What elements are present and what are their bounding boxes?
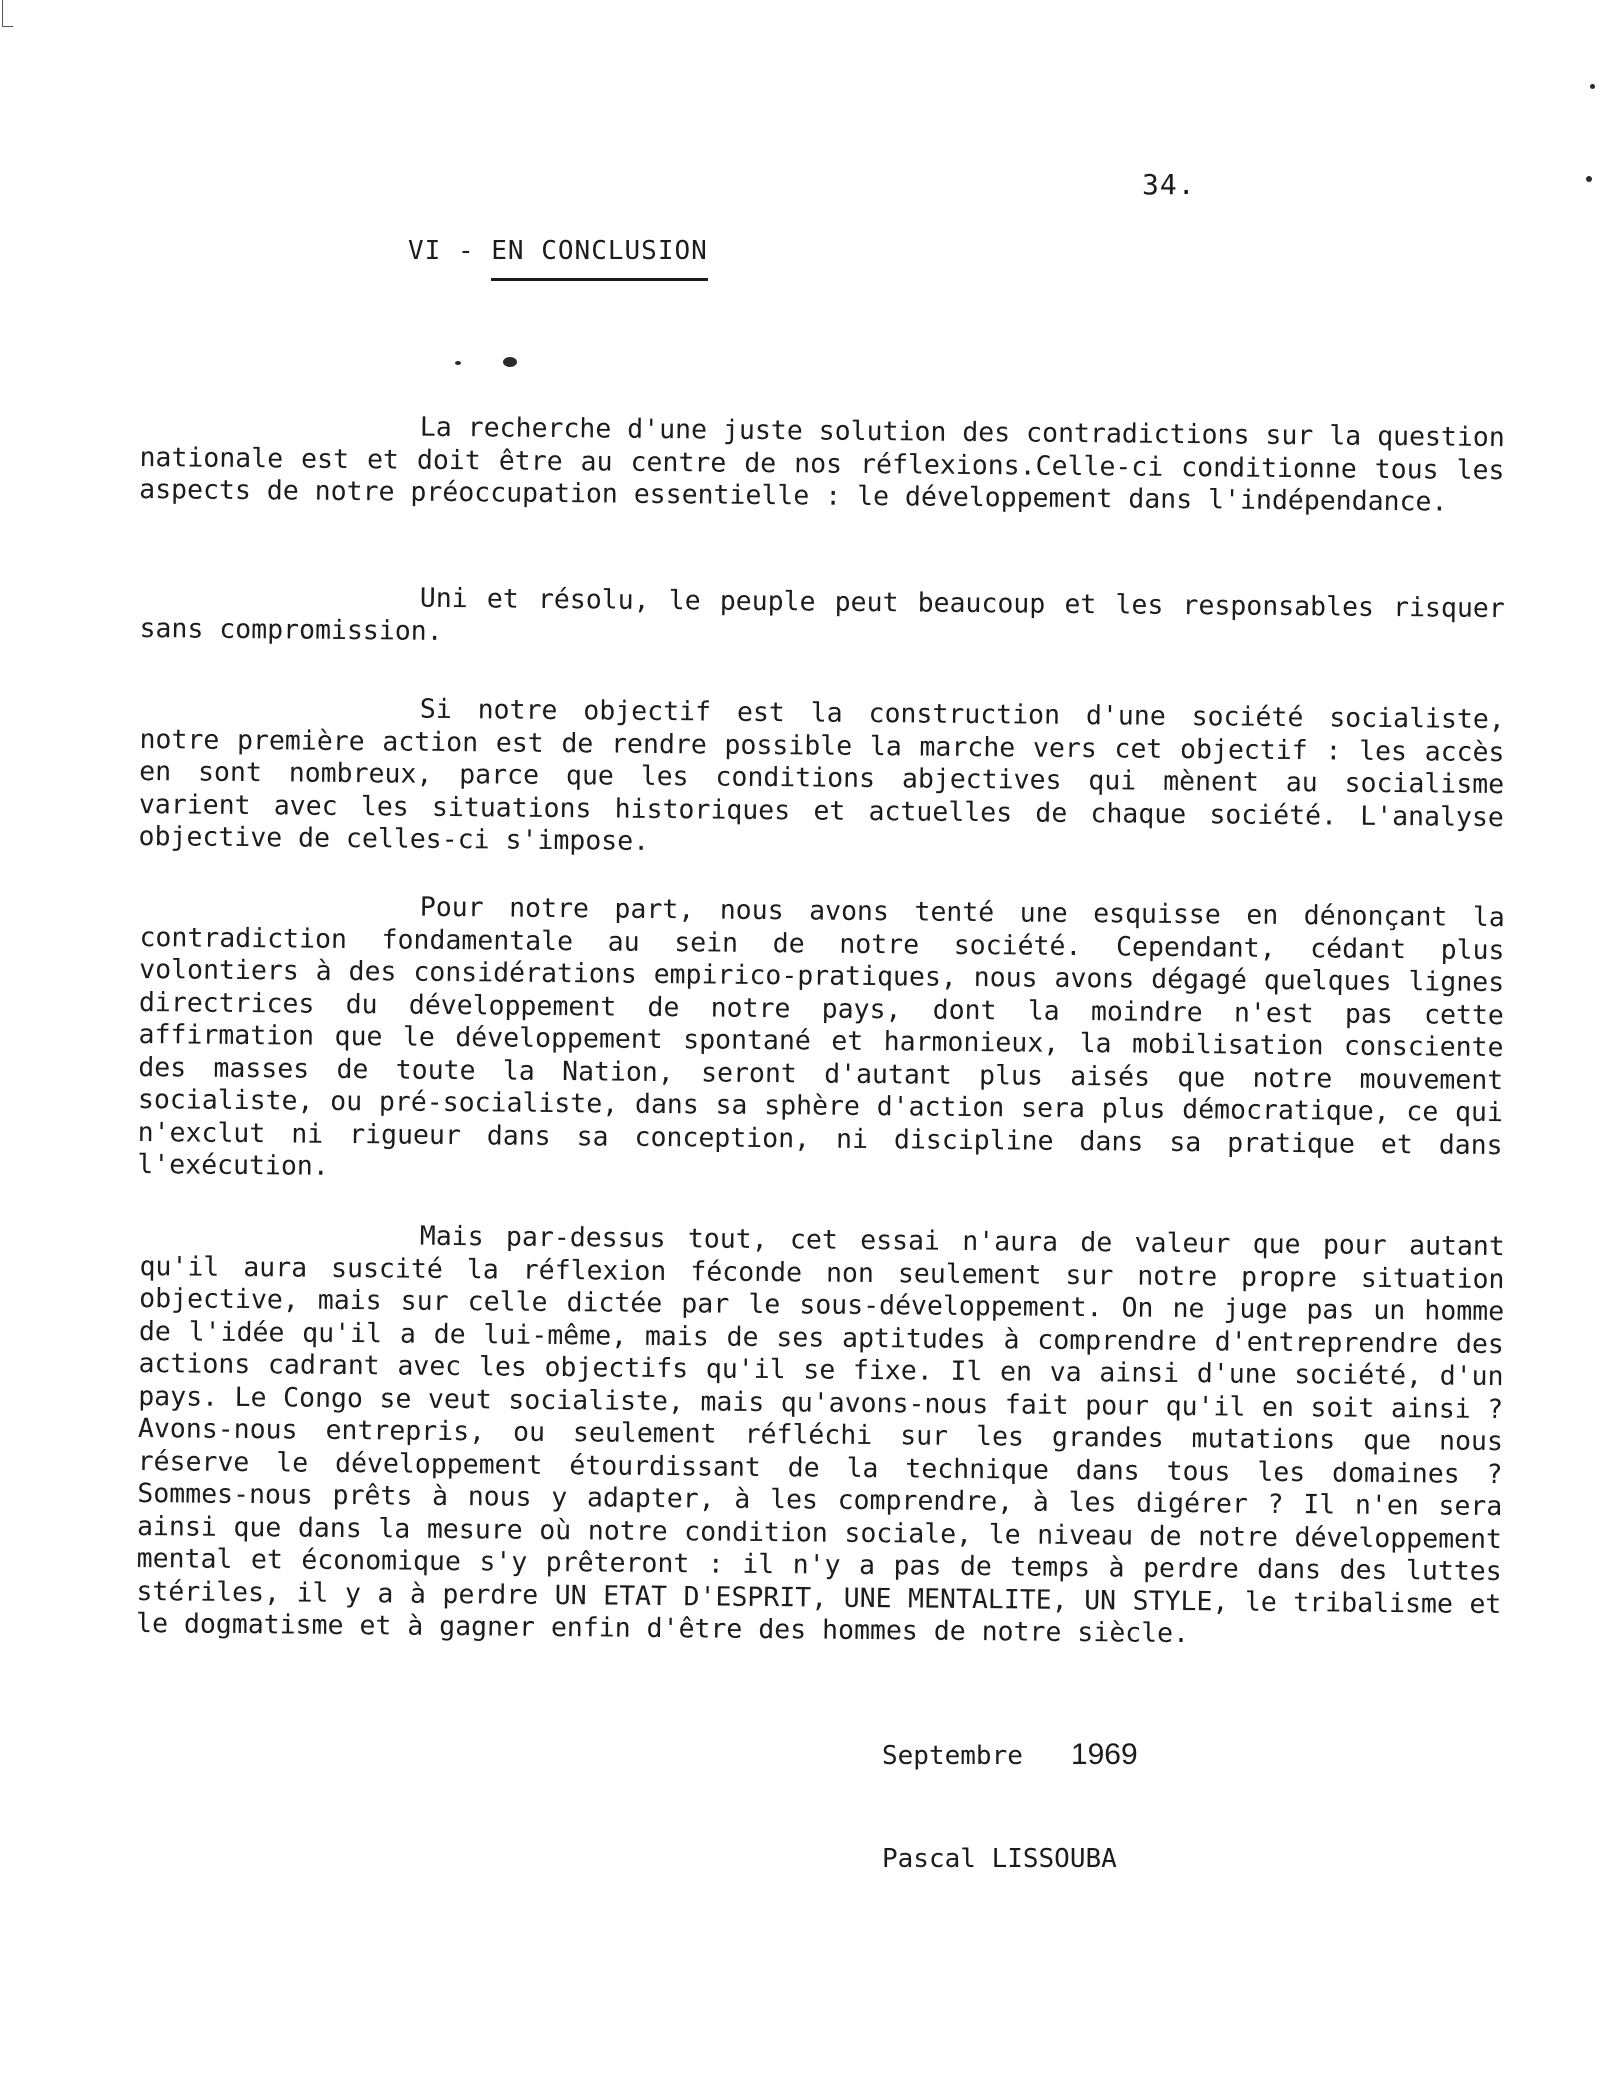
date-month: Septembre <box>882 1741 1023 1771</box>
date-year: 1969 <box>1070 1738 1138 1771</box>
ink-speck <box>1586 176 1592 182</box>
section-heading-title: EN CONCLUSION <box>491 236 708 281</box>
paragraph-5: Mais par-dessus tout, cet essai n'aura de valeur que pour autant qu'il aura suscité la réflexion féconde non seulement sur notre propre situation objective, mais sur celle dictée par le sous-développement. On ne juge pas un homme de l'idée qu'il a de lui-même, mais de ses aptitudes à comprendre d'entreprendre des actions cadrant avec les objectifs qu'il se fixe. Il en va ainsi d'une société, d'un pays. Le Congo se veut socialiste, mais qu'avons-nous fait pour qu'il en soit ainsi ? Avons-nous entrepris, ou seulement réfléchi sur les grandes mutations que nous réserve le développement étourdissant de la technique dans tous les domaines ? Sommes-nous prêts à nous y adapter, à les comprendre, à les digérer ? Il n'en sera ainsi que dans la mesure où notre condition sociale, le niveau de notre développement mental et économique s'y prêteront : il n'y a pas de temps à perdre dans des luttes stériles, il y a à perdre UN ETAT D'ESPRIT, UNE MENTALITE, UN STYLE, le tribalisme et le dogmatisme et à gagner enfin d'être des hommes de notre siècle. <box>135 1220 1505 1649</box>
ink-speck <box>1590 84 1595 89</box>
paragraph-1: La recherche d'une juste solution des contradictions sur la question nationale est et doit être au centre de nos réflexions.Celle-ci conditionne tous les aspects de notre préoccupation essentielle : le développement dans l'indépendance. <box>139 411 1505 518</box>
paragraph-2: Uni et résolu, le peuple peut beaucoup et les responsables risquer sans compromission. <box>139 582 1505 646</box>
paragraph-3: Si notre objectif est la construction d'une société socialiste, notre première action est de rendre possible la marche vers cet objectif : les accès en sont nombreux, parce que les conditions abjectives qui mènent au socialisme varient avec les situations historiques et actuelles de chaque société. L'analyse objective de celles-ci s'impose. <box>138 693 1505 857</box>
paragraph-4: Pour notre part, nous avons tenté une esquisse en dénonçant la contradiction fondamentale au sein de notre société. Cependant, cédant plus volontiers à des considérations empirico-pratiques, nous avons dégagé quelques lignes directrices du développement de notre pays, dont la moindre n'est pas cette affirmation que le développement spontané et harmonieux, la mobilisation consciente des masses de toute la Nation, seront d'autant plus aisés que notre mouvement socialiste, ou pré-socialiste, dans sa sphère d'action sera plus démocratique, ce qui n'exclut ni rigueur dans sa conception, ni discipline dans sa pratique et dans l'exécution. <box>137 891 1505 1182</box>
section-heading <box>408 236 708 281</box>
ink-speck <box>503 357 517 367</box>
page-number: 34. <box>1142 168 1196 201</box>
date-line <box>882 1738 1138 1772</box>
section-heading-prefix: VI - <box>408 236 492 266</box>
ink-speck <box>455 361 461 365</box>
scan-corner-mark <box>2 0 13 27</box>
author-signature: Pascal LISSOUBA <box>882 1844 1117 1874</box>
